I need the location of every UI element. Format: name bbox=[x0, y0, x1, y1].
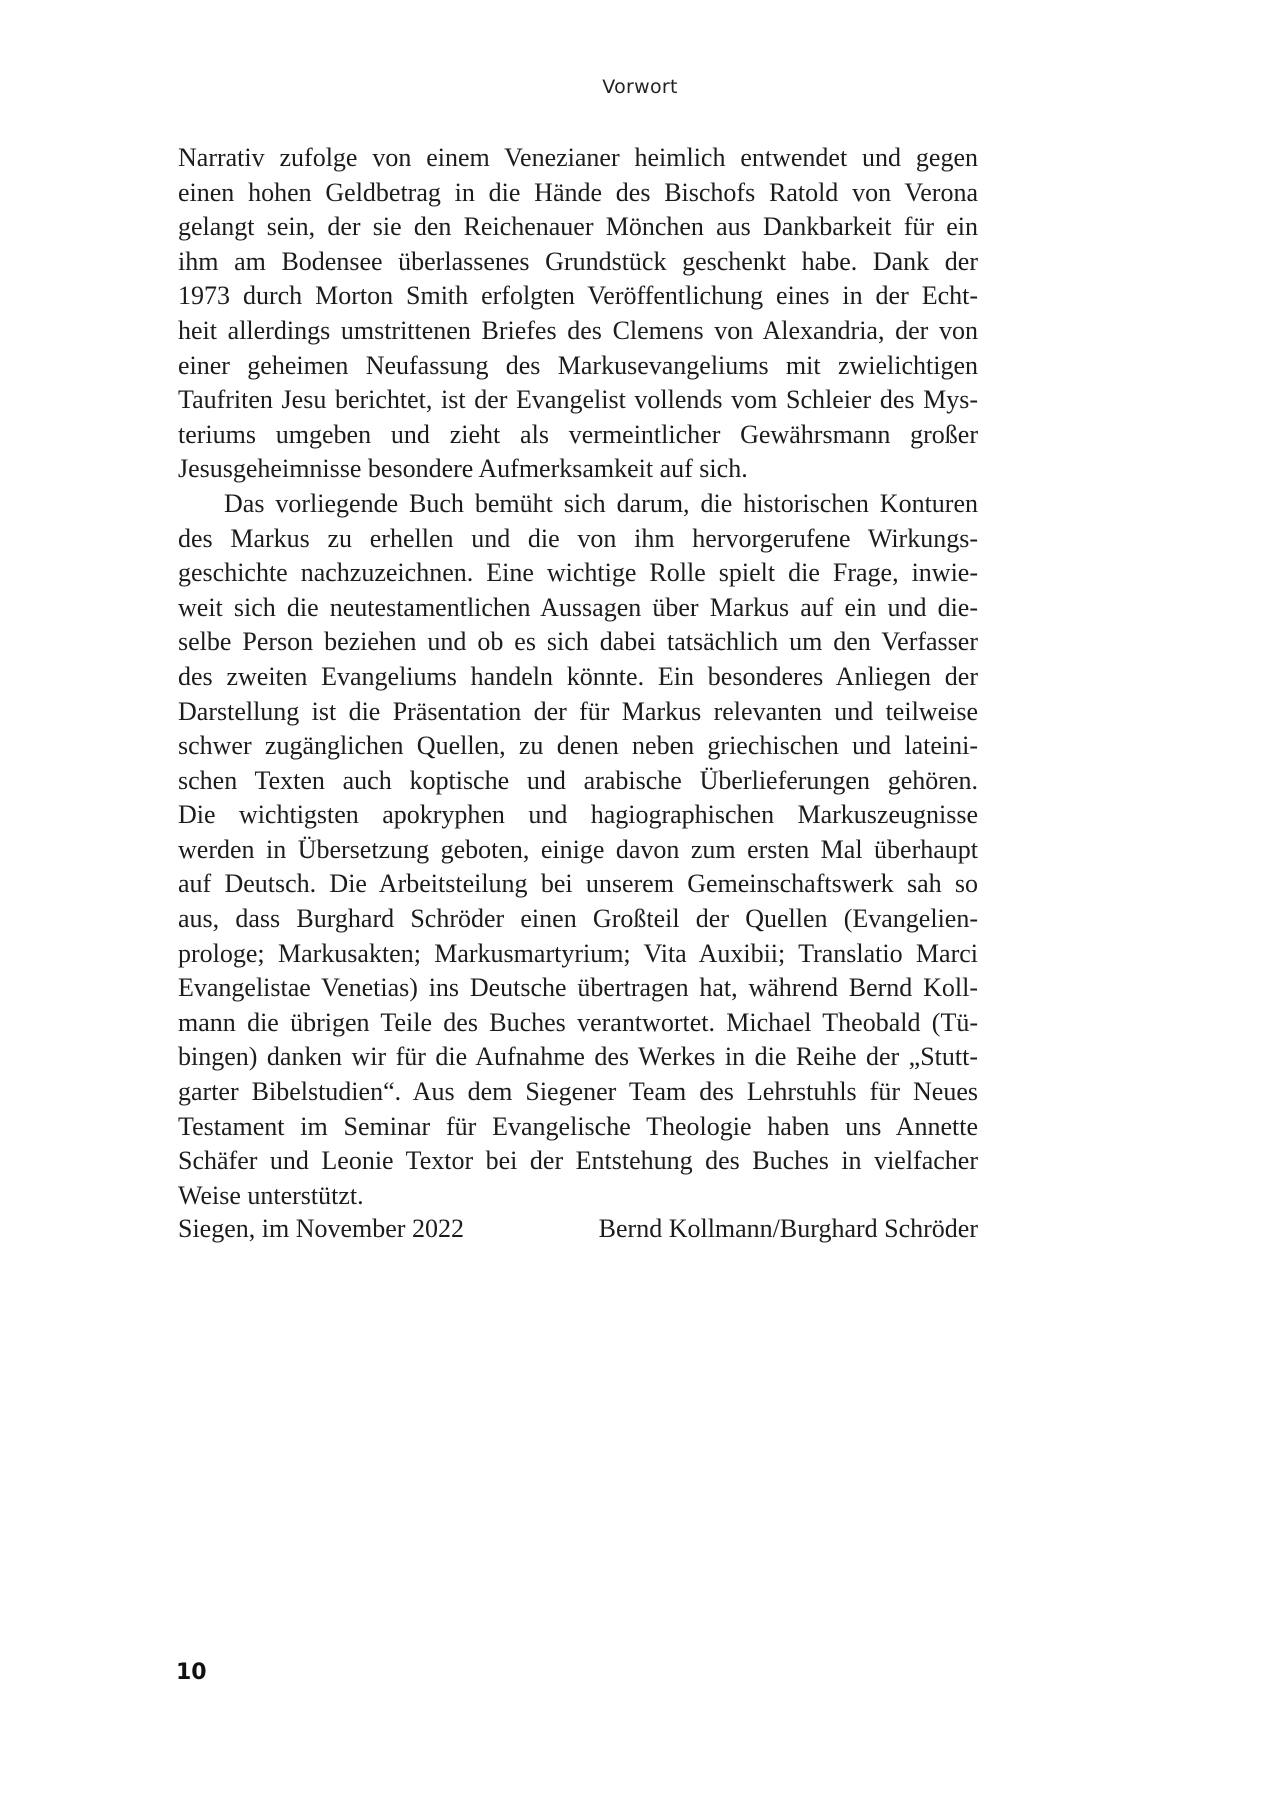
running-head: Vorwort bbox=[602, 76, 678, 98]
text-line: des zweiten Evangeliums handeln könnte. Ein besonderes Anliegen der bbox=[178, 661, 978, 691]
text-line: teriums umgeben und zieht als vermeintlicher Gewährsmann großer bbox=[178, 419, 978, 449]
text-line: ihm am Bodensee überlassenes Grundstück geschenkt habe. Dank der bbox=[178, 246, 978, 276]
text-line: Jesusgeheimnisse besondere Aufmerksamkeit auf sich. bbox=[178, 454, 748, 484]
text-line: werden in Übersetzung geboten, einige davon zum ersten Mal überhaupt bbox=[178, 834, 978, 864]
text-line: auf Deutsch. Die Arbeitsteilung bei unserem Gemeinschaftswerk sah so bbox=[178, 869, 978, 899]
text-line: Narrativ zufolge von einem Venezianer heimlich entwendet und gegen bbox=[178, 143, 978, 172]
text-line: Evangelistae Venetias) ins Deutsche übertragen hat, während Bernd Koll- bbox=[178, 973, 978, 1003]
page-number: 10 bbox=[176, 1660, 207, 1685]
text-line: prologe; Markusakten; Markusmartyrium; Vita Auxibii; Translatio Marci bbox=[178, 938, 978, 968]
place-date: Siegen, im November 2022 bbox=[178, 1214, 464, 1243]
text-line: Testament im Seminar für Evangelische Theologie haben uns Annette bbox=[178, 1111, 978, 1141]
authors: Bernd Kollmann/Burghard Schröder bbox=[598, 1214, 978, 1243]
text-line: heit allerdings umstrittenen Briefes des Clemens von Alexandria, der von bbox=[178, 315, 978, 345]
text-line: Darstellung ist die Präsentation der für Markus relevanten und teilweise bbox=[178, 696, 978, 726]
text-line: Weise unterstützt. bbox=[178, 1180, 364, 1210]
text-line: schwer zugänglichen Quellen, zu denen neben griechischen und lateini- bbox=[178, 731, 978, 761]
text-line: mann die übrigen Teile des Buches verantwortet. Michael Theobald (Tü- bbox=[178, 1007, 978, 1037]
text-line: aus, dass Burghard Schröder einen Großteil der Quellen (Evangelien- bbox=[178, 904, 978, 934]
text-line: 1973 durch Morton Smith erfolgten Veröffentlichung eines in der Echt- bbox=[178, 281, 978, 311]
text-line: selbe Person beziehen und ob es sich dabei tatsächlich um den Verfasser bbox=[178, 627, 978, 657]
text-line: Das vorliegende Buch bemüht sich darum, die historischen Konturen bbox=[224, 488, 978, 518]
text-line: einen hohen Geldbetrag in die Hände des Bischofs Ratold von Verona bbox=[178, 177, 978, 207]
signature-line bbox=[178, 1212, 978, 1247]
text-line: des Markus zu erhellen und die von ihm hervorgerufene Wirkungs- bbox=[178, 523, 978, 553]
text-line: Die wichtigsten apokryphen und hagiographischen Markuszeugnisse bbox=[178, 800, 978, 830]
text-line: geschichte nachzuzeichnen. Eine wichtige Rolle spielt die Frage, inwie- bbox=[178, 558, 978, 588]
body-text bbox=[178, 141, 978, 1213]
paragraph-2 bbox=[178, 487, 978, 1213]
text-line: gelangt sein, der sie den Reichenauer Mönchen aus Dankbarkeit für ein bbox=[178, 212, 978, 242]
text-line: schen Texten auch koptische und arabische Überlieferungen gehören. bbox=[178, 765, 978, 795]
text-line: einer geheimen Neufassung des Markusevangeliums mit zwielichtigen bbox=[178, 350, 978, 380]
text-line: garter Bibelstudien“. Aus dem Siegener Team des Lehrstuhls für Neues bbox=[178, 1077, 978, 1107]
text-line: bingen) danken wir für die Aufnahme des Werkes in die Reihe der „Stutt- bbox=[178, 1042, 978, 1072]
text-line: Taufriten Jesu berichtet, ist der Evangelist vollends vom Schleier des Mys- bbox=[178, 385, 978, 415]
text-line: Schäfer und Leonie Textor bei der Entstehung des Buches in vielfacher bbox=[178, 1146, 978, 1176]
text-line: weit sich die neutestamentlichen Aussagen über Markus auf ein und die- bbox=[178, 592, 978, 622]
paragraph-1 bbox=[178, 141, 978, 487]
